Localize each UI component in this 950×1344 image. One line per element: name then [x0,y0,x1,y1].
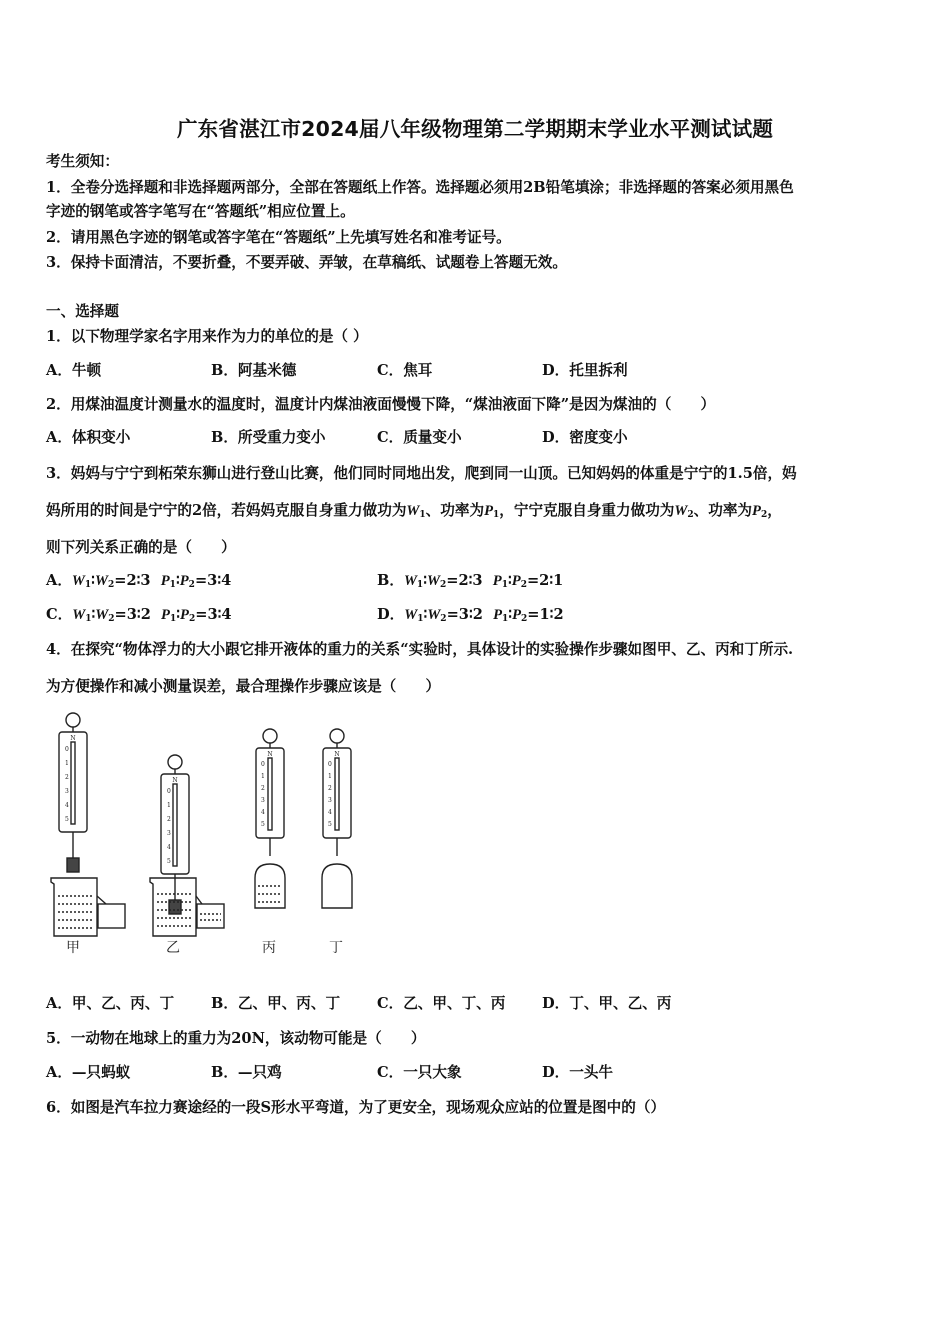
section-heading: 一、选择题 [46,303,119,320]
question-3-line-3: 则下列关系正确的是（ ） [46,539,236,556]
svg-text:1: 1 [65,760,69,767]
svg-text:5: 5 [261,821,265,828]
question-4-option-d: D．丁、甲、乙、丙 [542,995,672,1012]
question-1-option-c: C．焦耳 [377,362,433,379]
question-4-line-1: 4．在探究“物体浮力的大小跟它排开液体的重力的关系“实验时，具体设计的实验操作步骤如图甲、乙、丙和丁所示. [46,641,794,658]
svg-text:N: N [70,735,76,742]
figure-label-jia: 甲 [66,940,80,956]
svg-text:0: 0 [167,788,171,795]
svg-text:5: 5 [65,816,69,823]
exam-title: 广东省湛江市2024届八年级物理第二学期期末学业水平测试试题 [176,117,774,141]
notice-item-1-line-1: 1．全卷分选择题和非选择题两部分，全部在答题纸上作答。选择题必须用2B铅笔填涂；非选择题的答案必须用黑色 [46,179,794,196]
svg-text:4: 4 [167,844,171,851]
question-5-stem: 5．一动物在地球上的重力为20N，该动物可能是（ ） [46,1030,426,1047]
question-2-option-b: B．所受重力变小 [211,429,326,446]
question-1-stem: 1．以下物理学家名字用来作为力的单位的是（ ） [46,328,368,345]
question-4-option-c: C．乙、甲、丁、丙 [377,995,506,1012]
figure-label-bing: 丙 [262,940,276,956]
question-3-line-1: 3．妈妈与宁宁到柘荣东狮山进行登山比赛，他们同时同地出发，爬到同一山顶。已知妈妈的体重是宁宁的1.5倍，妈 [46,465,797,482]
question-2-option-d: D．密度变小 [542,429,628,446]
question-2-option-c: C．质量变小 [377,429,462,446]
figure-label-yi: 乙 [166,940,180,956]
svg-text:3: 3 [328,797,332,804]
question-3-line-2: 妈所用的时间是宁宁的2倍，若妈妈克服自身重力做功为$W_1$、功率为$P_1$，宁宁克服自身重力做功为$W_2$、功率为$P_2$， [46,502,782,520]
svg-text:2: 2 [328,785,332,792]
svg-text:3: 3 [167,830,171,837]
question-5-option-c: C．一只大象 [377,1064,462,1081]
svg-text:2: 2 [261,785,265,792]
svg-text:3: 3 [65,788,69,795]
question-3-option-a: A．$W_1∶W_2=2∶3$ $P_1∶P_2=3∶4$ [46,572,232,590]
spring-scale-ding [322,729,352,908]
question-4-option-b: B．乙、甲、丙、丁 [211,995,341,1012]
figure-label-ding: 丁 [329,940,343,956]
notice-item-2: 2．请用黑色字迹的钢笔或答字笔在“答题纸”上先填写姓名和准考证号。 [46,229,511,246]
svg-text:3: 3 [261,797,265,804]
question-1-option-b: B．阿基米德 [211,362,297,379]
question-2-stem: 2．用煤油温度计测量水的温度时，温度计内煤油液面慢慢下降，“煤油液面下降”是因为煤油的（ ） [46,396,716,413]
svg-text:N: N [334,751,340,758]
question-3-option-c: C．$W_1∶W_2=3∶2$ $P_1∶P_2=3∶4$ [46,606,232,624]
svg-text:N: N [267,751,273,758]
question-5-option-a: A．—只蚂蚁 [46,1064,131,1081]
question-1-option-d: D．托里拆利 [542,362,628,379]
svg-text:0: 0 [328,761,332,768]
svg-text:1: 1 [167,802,171,809]
svg-text:2: 2 [167,816,171,823]
question-3-option-b: B．$W_1∶W_2=2∶3$ $P_1∶P_2=2∶1$ [377,572,564,590]
svg-text:1: 1 [328,773,332,780]
svg-text:4: 4 [328,809,332,816]
svg-text:N: N [172,777,178,784]
question-6-stem: 6．如图是汽车拉力赛途经的一段S形水平弯道，为了更安全，现场观众应站的位置是图中的（） [46,1099,666,1116]
svg-text:1: 1 [261,773,265,780]
svg-text:4: 4 [65,802,69,809]
question-3-option-d: D．$W_1∶W_2=3∶2$ $P_1∶P_2=1∶2$ [377,606,564,624]
question-4-line-2: 为方便操作和减小测量误差，最合理操作步骤应该是（ ） [46,678,441,695]
notice-item-3: 3．保持卡面清洁，不要折叠，不要弄破、弄皱，在草稿纸、试题卷上答题无效。 [46,254,567,271]
spring-scale-figure [44,706,356,962]
svg-text:5: 5 [167,858,171,865]
question-2-option-a: A．体积变小 [46,429,131,446]
question-1-option-a: A．牛顿 [46,362,102,379]
svg-text:0: 0 [261,761,265,768]
spring-scale-yi [150,755,224,936]
spring-scale-bing [255,729,285,908]
notice-heading: 考生须知： [46,153,119,170]
svg-text:2: 2 [65,774,69,781]
notice-item-1-line-2: 字迹的钢笔或答字笔写在“答题纸”相应位置上。 [46,203,355,220]
spring-scale-jia [51,713,125,936]
svg-text:4: 4 [261,809,265,816]
question-5-option-d: D．一头牛 [542,1064,614,1081]
question-4-option-a: A．甲、乙、丙、丁 [46,995,175,1012]
svg-text:5: 5 [328,821,332,828]
svg-text:0: 0 [65,746,69,753]
question-5-option-b: B．—只鸡 [211,1064,282,1081]
